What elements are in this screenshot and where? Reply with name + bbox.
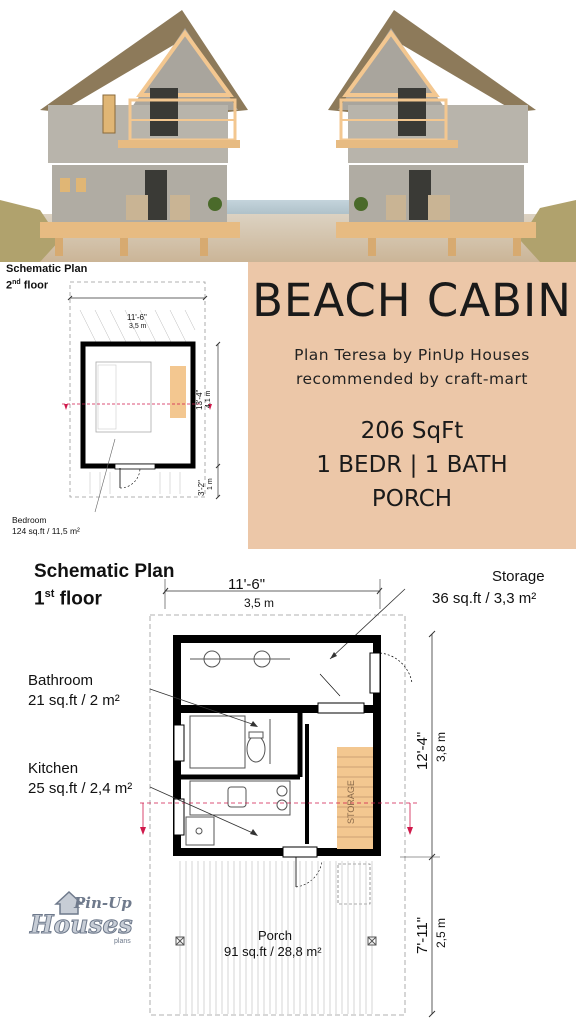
floor-ordinal: nd bbox=[12, 279, 21, 286]
bedroom-label: Bedroom bbox=[12, 515, 47, 525]
bedroom-area: 124 sq.ft / 11,5 m² bbox=[12, 526, 80, 536]
second-floor-depth: 13'-4" bbox=[195, 389, 204, 410]
porch-depth: 7'-11" bbox=[414, 916, 431, 954]
first-floor-depth-metric: 3,8 m bbox=[434, 731, 448, 762]
second-floor-width-metric: 3,5 m bbox=[129, 323, 147, 330]
balcony-depth: 3'-2" bbox=[197, 480, 206, 496]
stairs-label: STORAGE bbox=[346, 780, 356, 824]
first-floor-depth: 12'-4" bbox=[414, 731, 431, 770]
plan-credit: Plan Teresa by PinUp Houses bbox=[294, 346, 530, 364]
bathroom-label: Bathroom bbox=[28, 672, 94, 689]
kitchen-area: 25 sq.ft / 2,4 m² bbox=[28, 780, 133, 797]
rooms-spec: 1 BEDR | 1 BATH bbox=[316, 452, 508, 478]
balcony-depth-metric: 1 m bbox=[207, 478, 214, 490]
heading-line: Schematic Plan bbox=[6, 263, 88, 275]
title-panel bbox=[248, 262, 576, 549]
first-floor-width: 11'-6" bbox=[228, 576, 266, 593]
storage-area: 36 sq.ft / 3,3 m² bbox=[432, 590, 537, 607]
second-floor-width: 11'-6" bbox=[127, 313, 147, 322]
logo-text-top: Pin-Up bbox=[74, 894, 132, 912]
cabin-illustration bbox=[0, 0, 576, 262]
first-floor-width-metric: 3,5 m bbox=[244, 596, 275, 610]
porch-spec: PORCH bbox=[371, 486, 453, 512]
floor-word: floor bbox=[54, 588, 102, 610]
recommended-credit: recommended by craft-mart bbox=[295, 370, 528, 388]
logo-text-sub: plans bbox=[114, 938, 131, 945]
floor-number: 2 bbox=[6, 279, 13, 292]
heading-line: Schematic Plan bbox=[34, 561, 175, 582]
page-title: BEACH CABIN bbox=[252, 274, 572, 327]
kitchen-label: Kitchen bbox=[28, 760, 79, 777]
porch-label: Porch bbox=[258, 928, 292, 943]
pinup-houses-logo bbox=[26, 888, 146, 948]
porch-depth-metric: 2,5 m bbox=[434, 917, 448, 948]
floor-ordinal: st bbox=[44, 588, 55, 600]
porch-area: 91 sq.ft / 28,8 m² bbox=[224, 944, 322, 959]
floor-word: floor bbox=[20, 279, 49, 292]
bathroom-area: 21 sq.ft / 2 m² bbox=[28, 692, 120, 709]
second-floor-depth-metric: 4,1 m bbox=[205, 390, 212, 408]
logo-text-main: Houses bbox=[30, 910, 133, 939]
floor-number: 1 bbox=[34, 588, 45, 610]
storage-label: Storage bbox=[492, 568, 545, 585]
area-spec: 206 SqFt bbox=[360, 418, 464, 444]
